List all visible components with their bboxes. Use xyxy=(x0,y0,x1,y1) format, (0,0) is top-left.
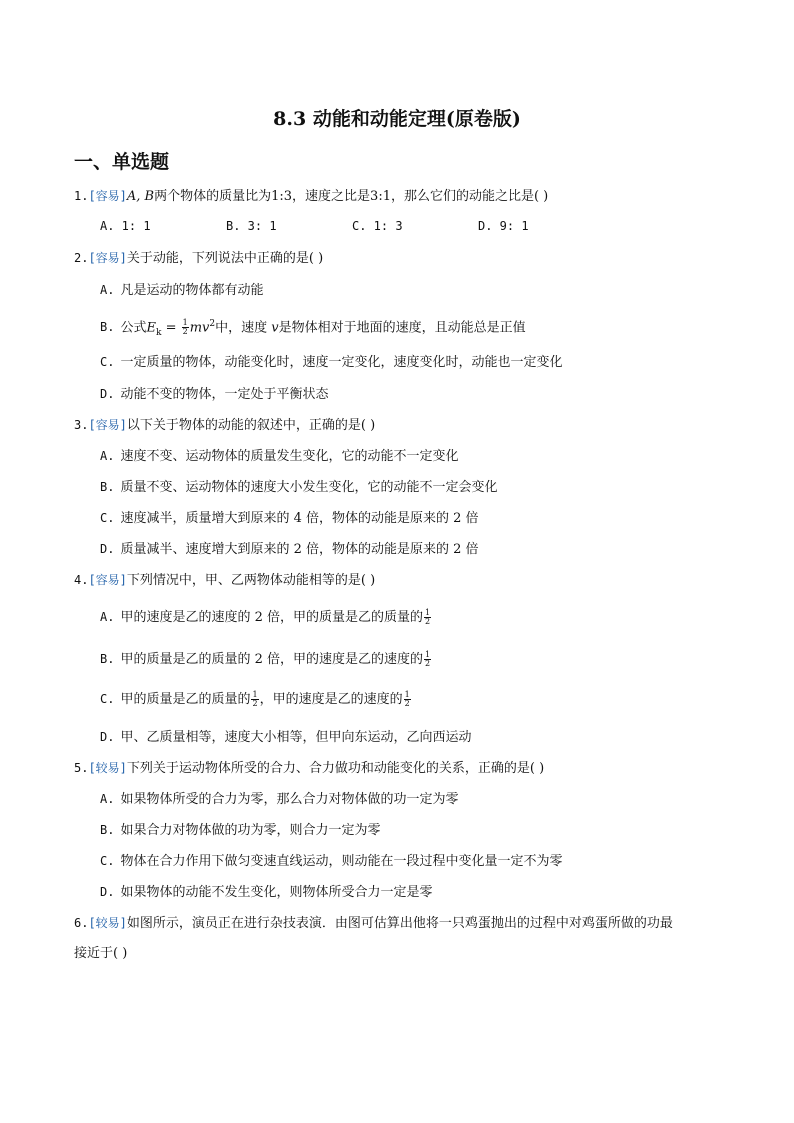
question-text: 下列情况中，甲、乙两物体动能相等的是( ) xyxy=(126,573,376,588)
option-text: 动能不变的物体，一定处于平衡状态 xyxy=(120,387,329,402)
formula-equals: = xyxy=(161,320,181,336)
fraction-numerator: 1 xyxy=(404,690,410,699)
option-text: 一定质量的物体，动能变化时，速度一定变化，速度变化时，动能也一定变化 xyxy=(120,355,563,370)
difficulty-tag: [容易] xyxy=(88,418,127,432)
question-5 xyxy=(74,759,544,778)
option-text: 是物体相对于地面的速度，且动能总是正值 xyxy=(278,320,526,336)
option-letter: B. xyxy=(100,480,115,494)
question-6-continued xyxy=(74,945,127,963)
option-letter: B. xyxy=(100,320,115,335)
fraction-denominator: 2 xyxy=(404,699,410,708)
option-letter: C. xyxy=(100,355,115,369)
option-c xyxy=(100,852,562,871)
question-number: 2. xyxy=(74,251,89,265)
option-d xyxy=(100,540,479,559)
difficulty-tag: [容易] xyxy=(88,573,127,587)
option-letter: A. xyxy=(100,610,115,624)
formula-fraction xyxy=(182,319,189,336)
option-d xyxy=(100,883,432,902)
option-text: 质量不变、运动物体的速度大小发生变化，它的动能不一定会变化 xyxy=(120,480,498,495)
question-number: 5. xyxy=(74,761,89,775)
difficulty-tag: [容易] xyxy=(88,189,127,203)
option-text: 甲的质量是乙的质量的 xyxy=(120,692,251,707)
option-a xyxy=(100,608,432,627)
option-a xyxy=(100,790,458,809)
option-b xyxy=(100,650,432,669)
option-b xyxy=(100,315,526,342)
fraction-numerator: 1 xyxy=(425,650,431,659)
option-text: 速度减半，质量增大到原来的 4 倍，物体的动能是原来的 2 倍 xyxy=(120,511,479,526)
difficulty-tag: [较易] xyxy=(88,761,127,775)
option-text: 速度不变、运动物体的质量发生变化，它的动能不一定变化 xyxy=(120,449,459,464)
question-number: 4. xyxy=(74,573,89,587)
option-a xyxy=(100,447,458,466)
formula-term: mv xyxy=(189,320,210,336)
question-1 xyxy=(74,187,548,206)
question-4 xyxy=(74,571,375,590)
question-2 xyxy=(74,249,323,268)
fraction xyxy=(424,651,431,668)
fraction-numerator: 1 xyxy=(182,318,188,328)
question-number: 1. xyxy=(74,189,89,203)
fraction-numerator: 1 xyxy=(252,690,258,699)
option-text: 物体在合力作用下做匀变速直线运动，则动能在一段过程中变化量一定不为零 xyxy=(120,854,563,869)
question-text: 下列关于运动物体所受的合力、合力做功和动能变化的关系，正确的是( ) xyxy=(126,761,545,776)
formula-subscript: k xyxy=(155,327,162,338)
fraction-denominator: 2 xyxy=(252,699,258,708)
option-text: 质量减半、速度增大到原来的 2 倍，物体的动能是原来的 2 倍 xyxy=(120,542,479,557)
option-c: C. 1: 3 xyxy=(352,219,403,233)
option-text: ，甲的速度是乙的速度的 xyxy=(259,692,403,707)
fraction xyxy=(251,691,258,708)
option-text: 如果合力对物体做的功为零，则合力一定为零 xyxy=(120,823,381,838)
option-letter: A. xyxy=(100,283,115,297)
option-text: 甲的速度是乙的速度的 2 倍，甲的质量是乙的质量的 xyxy=(120,610,423,625)
option-letter: D. xyxy=(100,730,115,744)
fraction-numerator: 1 xyxy=(425,608,431,617)
question-text: 两个物体的质量比为1:3，速度之比是3:1，那么它们的动能之比是( ) xyxy=(154,189,549,204)
option-b xyxy=(100,821,380,840)
question-6 xyxy=(74,914,673,933)
difficulty-tag: [较易] xyxy=(88,916,127,930)
option-text: 如果物体所受的合力为零，那么合力对物体做的功一定为零 xyxy=(120,792,459,807)
option-text: 凡是运动的物体都有动能 xyxy=(120,283,264,298)
option-d xyxy=(100,385,328,404)
option-letter: B. xyxy=(100,823,115,837)
question-number: 6. xyxy=(74,916,89,930)
option-text: 甲的质量是乙的质量的 2 倍，甲的速度是乙的速度的 xyxy=(120,652,423,667)
option-text: 公式 xyxy=(120,320,147,336)
option-b xyxy=(100,478,497,497)
option-letter: D. xyxy=(100,885,115,899)
option-d xyxy=(100,728,471,747)
option-a xyxy=(100,281,263,300)
option-a: A. 1: 1 xyxy=(100,219,151,233)
fraction xyxy=(424,609,431,626)
fraction-denominator: 2 xyxy=(425,659,431,668)
option-b: B. 3: 1 xyxy=(226,219,277,233)
document-title: 8.3 动能和动能定理(原卷版) xyxy=(273,108,521,130)
question-3 xyxy=(74,416,375,435)
question-text-part: A, B xyxy=(126,189,155,204)
question-text: 接近于( ) xyxy=(74,946,128,961)
question-text: 关于动能，下列说法中正确的是( ) xyxy=(126,251,324,266)
option-letter: C. xyxy=(100,854,115,868)
option-letter: B. xyxy=(100,652,115,666)
option-c xyxy=(100,509,479,528)
option-letter: A. xyxy=(100,449,115,463)
difficulty-tag: [容易] xyxy=(88,251,127,265)
formula-symbol: v xyxy=(271,320,279,336)
option-letter: D. xyxy=(100,542,115,556)
question-text: 如图所示，演员正在进行杂技表演．由图可估算出他将一只鸡蛋抛出的过程中对鸡蛋所做的功最 xyxy=(126,916,673,931)
question-number: 3. xyxy=(74,418,89,432)
section-heading: 一、单选题 xyxy=(74,151,170,173)
fraction xyxy=(404,691,411,708)
option-text: 甲、乙质量相等，速度大小相等，但甲向东运动，乙向西运动 xyxy=(120,730,472,745)
option-letter: C. xyxy=(100,692,115,706)
option-c xyxy=(100,353,562,372)
formula-symbol: E xyxy=(146,320,156,336)
question-text: 以下关于物体的动能的叙述中，正确的是( ) xyxy=(126,418,376,433)
fraction-denominator: 2 xyxy=(182,327,188,337)
formula-superscript: 2 xyxy=(209,319,216,329)
fraction-denominator: 2 xyxy=(425,617,431,626)
option-text: 如果物体的动能不发生变化，则物体所受合力一定是零 xyxy=(120,885,433,900)
option-c xyxy=(100,690,412,709)
option-letter: D. xyxy=(100,387,115,401)
option-text: 中，速度 xyxy=(215,320,272,336)
option-letter: C. xyxy=(100,511,115,525)
option-d: D. 9: 1 xyxy=(478,219,529,233)
option-letter: A. xyxy=(100,792,115,806)
